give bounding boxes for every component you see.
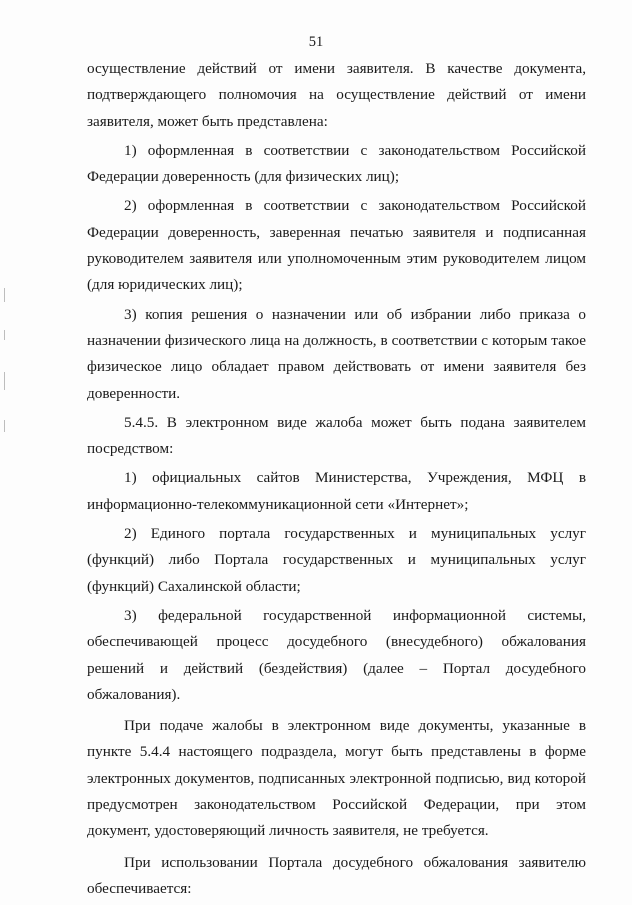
section-5-4-5: 5.4.5. В электронном виде жалоба может быть подана заявителем посредством:: [87, 413, 586, 458]
document-body: [87, 56, 586, 902]
scan-artifact: [4, 288, 5, 302]
scan-artifact: [4, 372, 5, 390]
channel-item-3: 3) федеральной государственной информационной системы, обеспечивающей процесс досудебного (внесудебного) обжалования решений и действий (бездействия) (далее – Портал досудебного обжалования).: [87, 606, 586, 703]
channel-item-1: 1) официальных сайтов Министерства, Учреждения, МФЦ в информационно-телекоммуникационной сети «Интернет»;: [87, 469, 586, 513]
scan-artifact: [4, 420, 5, 432]
list-item-3: 3) копия решения о назначении или об избрании либо приказа о назначении физического лица на должность, в соответствии с которым такое физическое лицо обладает правом действовать от имени заявителя без доверенности.: [87, 305, 586, 402]
scan-artifact: [4, 330, 5, 340]
page-number: 51: [308, 34, 324, 50]
list-item-1: 1) оформленная в соответствии с законодательством Российской Федерации доверенность (для физических лиц);: [87, 141, 586, 186]
channel-item-2: 2) Единого портала государственных и муниципальных услуг (функций) либо Портала государственных и муниципальных услуг (функций) Сахалинской области;: [87, 525, 586, 595]
paragraph-electronic-submission: При подаче жалобы в электронном виде документы, указанные в пункте 5.4.4 настоящего подраздела, могут быть представлены в форме электронных документов, подписанных электронной подписью, вид которой предусмотрен законодательством Российской Федерации, при этом документ, удостоверяющий личность заявителя, не требуется.: [87, 717, 586, 840]
list-item-2: 2) оформленная в соответствии с законодательством Российской Федерации доверенность, заверенная печатью заявителя и подписанная руководителем заявителя или уполномоченным этим руководителем лицом (для юридических лиц);: [87, 197, 586, 294]
paragraph-continuation: осуществление действий от имени заявителя. В качестве документа, подтверждающего полномочия на осуществление действий от имени заявителя, может быть представлена:: [87, 60, 586, 130]
paragraph-portal-usage: При использовании Портала досудебного обжалования заявителю обеспечивается:: [87, 853, 586, 897]
